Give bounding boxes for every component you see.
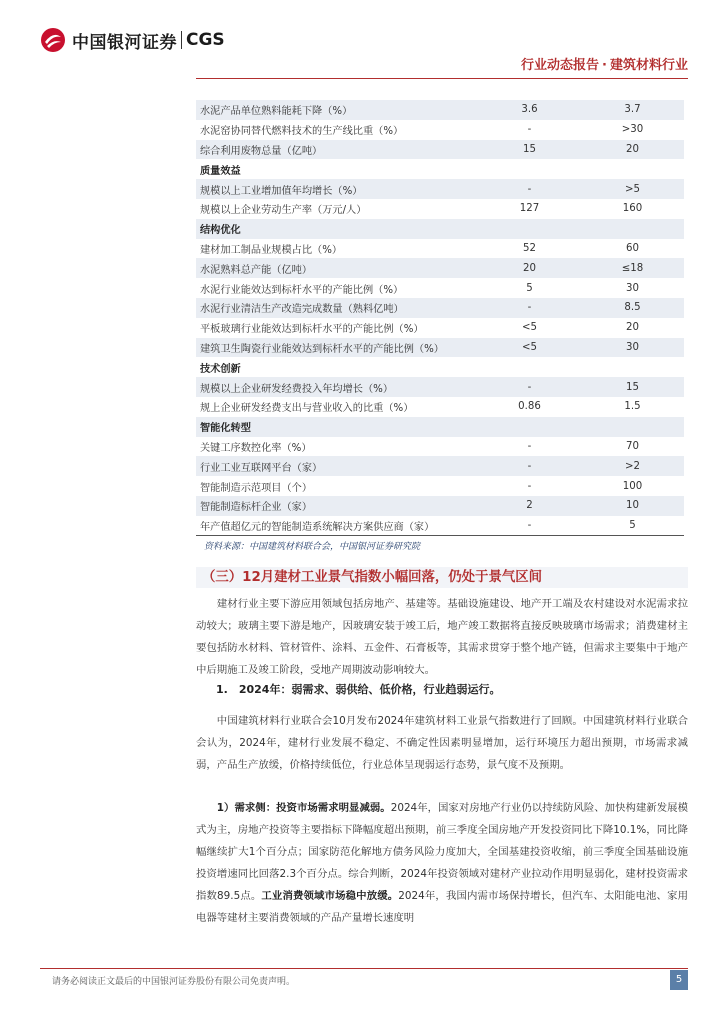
row-value-target: 3.7 [581,100,684,120]
row-value-current [478,159,581,179]
row-value-target: >5 [581,179,684,199]
table-row [196,120,684,140]
row-value-target [581,159,684,179]
demand-side-lead: 1）需求侧：投资市场需求明显减弱。 [216,802,391,814]
row-label: 技术创新 [200,363,241,375]
row-value-target: 60 [626,242,639,254]
row-value-target: 70 [626,440,639,452]
row-value-target: 20 [626,322,639,334]
table-row [196,476,684,496]
logo-english-name: CGS [186,30,225,50]
row-label: 年产值超亿元的智能制造系统解决方案供应商（家） [196,516,478,536]
table-row [196,239,684,259]
row-value-current: 15 [478,140,581,160]
row-value-current: 0.86 [518,401,541,413]
row-value-target: 10 [581,496,684,516]
row-value-current: - [527,440,532,452]
row-label: 综合利用废物总量（亿吨） [196,140,478,160]
table-row [196,496,684,516]
row-value-target: >30 [621,124,644,136]
row-value-current: - [527,480,532,492]
subheading-2024: 1. 2024年：弱需求、弱供给、低价格，行业趋弱运行。 [216,683,501,696]
row-label: 规模以上企业研发经费投入年均增长（%） [196,377,478,397]
targets-table [196,100,684,536]
footer-rule [40,968,688,969]
row-value-current: 5 [526,282,533,294]
row-value-target: 15 [581,377,684,397]
row-label: 行业工业互联网平台（家） [196,456,478,476]
row-label: 规模以上企业劳动生产率（万元/人） [200,205,367,217]
row-label: 水泥窑协同替代燃料技术的生产线比重（%） [200,126,404,138]
table-row [196,456,684,476]
row-value-target: 100 [622,480,643,492]
consumer-market-body: 2024年，我国内需市场保持增长，但汽车、太阳能电池、家用电器等建材主要消费领域的产品产量增长速度明 [196,890,688,924]
row-value-current: <5 [478,338,581,358]
row-label: 智能制造标杆企业（家） [196,496,478,516]
row-value-target [581,219,684,239]
table-row [196,179,684,199]
row-value-current: - [478,456,581,476]
row-label: 智能制造示范项目（个） [200,482,313,494]
row-value-current: - [478,298,581,318]
paragraph-demand-structure: 建材行业主要下游应用领域包括房地产、基建等。基础设施建设、地产开工端及农村建设对水泥需求拉动较大；玻璃主要下游是地产，因玻璃安装于竣工后，地产竣工数据将直接反映玻璃市场需求；消费建材主要包括防水材料、管材管件、涂料、五金件、石膏板等，其需求贯穿于整个地产链，但需求主要集中于地产中后期施工及竣工阶段，受地产周期波动影响较大。 [196,598,688,676]
row-value-current [478,357,581,377]
table-source: 资料来源：中国建筑材料联合会，中国银河证券研究院 [204,542,421,552]
row-value-current: 20 [478,258,581,278]
table-category-row [196,159,684,179]
row-value-target [581,357,684,377]
table-row [196,397,684,417]
row-value-current: 2 [478,496,581,516]
table-category-row [196,357,684,377]
row-value-current: - [478,179,581,199]
row-value-target: 20 [581,140,684,160]
paragraph-demand-side [196,797,688,929]
row-label: 结构优化 [196,219,478,239]
consumer-market-lead: 工业消费领域市场稳中放缓。 [261,890,399,902]
table-row [196,298,684,318]
company-logo [40,27,225,53]
galaxy-logo-icon [40,27,66,53]
logo-chinese-name: 中国银河证券 [72,32,177,53]
table-row [196,338,684,358]
paragraph-2024-review: 中国建筑材料行业联合会10月发布2024年建筑材料工业景气指数进行了回顾。中国建筑材料行业联合会认为，2024年，建材行业发展不稳定、不确定性因素明显增加，运行环境压力超出预期，市场需求减弱，产品生产放缓，价格持续低位，行业总体呈现弱运行态势，景气度不及预期。 [196,715,688,771]
row-value-current: <5 [521,322,538,334]
row-value-target: 160 [622,203,643,215]
footer-disclaimer: 请务必阅读正文最后的中国银河证券股份有限公司免责声明。 [52,977,296,987]
row-value-target: ≤18 [581,258,684,278]
demand-side-body: 2024年，国家对房地产行业仍以持续防风险、加快构建新发展模式为主，房地产投资等主要指标下降幅度超出预期，前三季度全国房地产开发投资同比下降10.1%，同比降幅继续扩大1个百分点；国家防范化解地方债务风险力度加大，全国基建投资收缩，前三季度全国基础设施投资增速同比回落2.3个百分点。综合判断，2024年投资领域对建材产业拉动作用明显弱化，建材投资需求指数89.5点。 [196,802,688,902]
page-number: 5 [670,970,688,990]
report-type: 行业动态报告 [521,58,600,73]
row-value-target: 8.5 [581,298,684,318]
table-row [196,318,684,338]
row-value-current: - [478,377,581,397]
row-value-current: - [527,124,532,136]
row-value-target: 30 [626,282,639,294]
table-row [196,258,684,278]
row-label: 关键工序数控化率（%） [200,442,312,454]
row-label: 水泥产品单位熟料能耗下降（%） [196,100,478,120]
row-value-target: 5 [581,516,684,536]
row-label: 水泥行业清洁生产改造完成数量（熟料亿吨） [196,298,478,318]
row-label: 质量效益 [200,165,241,177]
row-value-current: - [478,516,581,536]
table-row [196,199,684,219]
report-header [521,54,688,73]
row-label: 平板玻璃行业能效达到标杆水平的产能比例（%） [200,324,424,336]
row-label: 建筑卫生陶瓷行业能效达到标杆水平的产能比例（%） [196,338,478,358]
row-value-current [478,417,581,437]
row-value-current [478,219,581,239]
row-label: 规上企业研发经费支出与营业收入的比重（%） [200,403,414,415]
row-value-target [581,417,684,437]
row-value-current: 127 [519,203,540,215]
table-row [196,377,684,397]
table-row [196,100,684,120]
table-row [196,278,684,298]
table-row [196,516,684,536]
row-value-target: 1.5 [624,401,641,413]
row-label: 规模以上工业增加值年均增长（%） [196,179,478,199]
row-label: 建材加工制品业规模占比（%） [200,244,343,256]
industry-name: 建筑材料行业 [609,58,688,73]
table-category-row [196,219,684,239]
row-value-target: >2 [581,456,684,476]
section-title: （三）12月建材工业景气指数小幅回落，仍处于景气区间 [196,567,688,588]
row-value-current: 52 [523,242,536,254]
table-category-row [196,417,684,437]
row-label: 水泥熟料总产能（亿吨） [196,258,478,278]
row-label: 智能化转型 [196,417,478,437]
row-label: 水泥行业能效达到标杆水平的产能比例（%） [200,284,404,296]
header-separator: · [602,58,607,73]
logo-separator [181,31,182,49]
header-rule [196,78,688,79]
row-value-target: 30 [581,338,684,358]
table-row [196,140,684,160]
table-row [196,437,684,457]
row-value-current: 3.6 [478,100,581,120]
